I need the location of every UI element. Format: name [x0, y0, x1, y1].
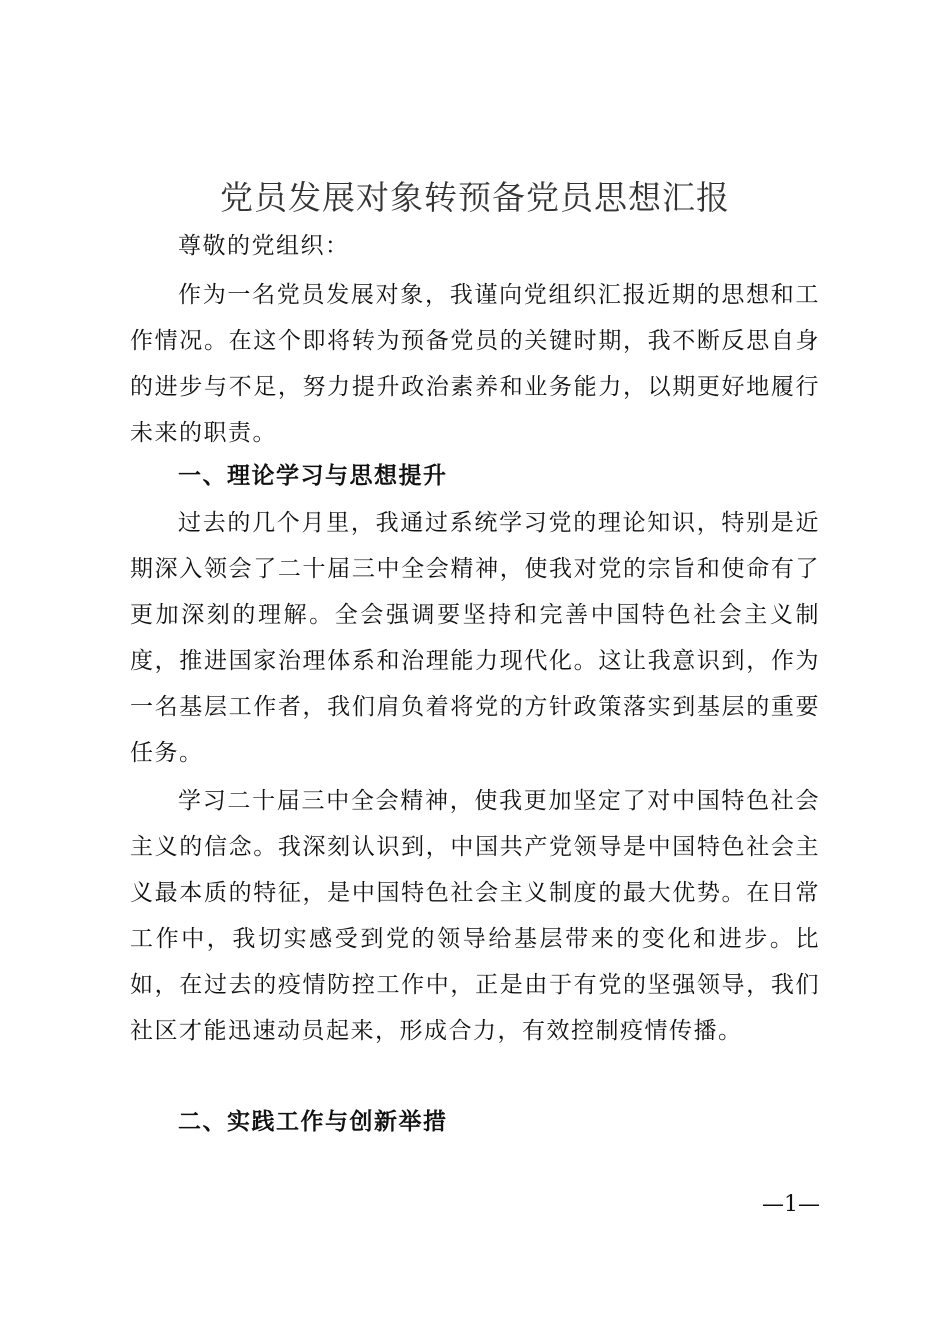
paragraph-section1-1: 过去的几个月里，我通过系统学习党的理论知识，特别是近期深入领会了二十届三中全会精神，使我对党的宗旨和使命有了更加深刻的理解。全会强调要坚持和完善中国特色社会主义制度，推进国家治理体系和治理能力现代化。这让我意识到，作为一名基层工作者，我们肩负着将党的方针政策落实到基层的重要任务。: [130, 510, 820, 766]
salutation: 尊敬的党组织：: [178, 233, 350, 259]
section-heading-1: 一、理论学习与思想提升: [178, 463, 448, 489]
section-heading-2: 二、实践工作与创新举措: [178, 1109, 448, 1135]
paragraph-intro: 作为一名党员发展对象，我谨向党组织汇报近期的思想和工作情况。在这个即将转为预备党员的关键时期，我不断反思自身的进步与不足，努力提升政治素养和业务能力，以期更好地履行未来的职责。: [130, 282, 820, 446]
paragraph-section1-2: 学习二十届三中全会精神，使我更加坚定了对中国特色社会主义的信念。我深刻认识到，中国共产党领导是中国特色社会主义最本质的特征，是中国特色社会主义制度的最大优势。在日常工作中，我切实感受到党的领导给基层带来的变化和进步。比如，在过去的疫情防控工作中，正是由于有党的坚强领导，我们社区才能迅速动员起来，形成合力，有效控制疫情传播。: [130, 788, 820, 1044]
document-title: 党员发展对象转预备党员思想汇报: [220, 178, 730, 217]
page-number: —1—: [762, 1192, 820, 1217]
